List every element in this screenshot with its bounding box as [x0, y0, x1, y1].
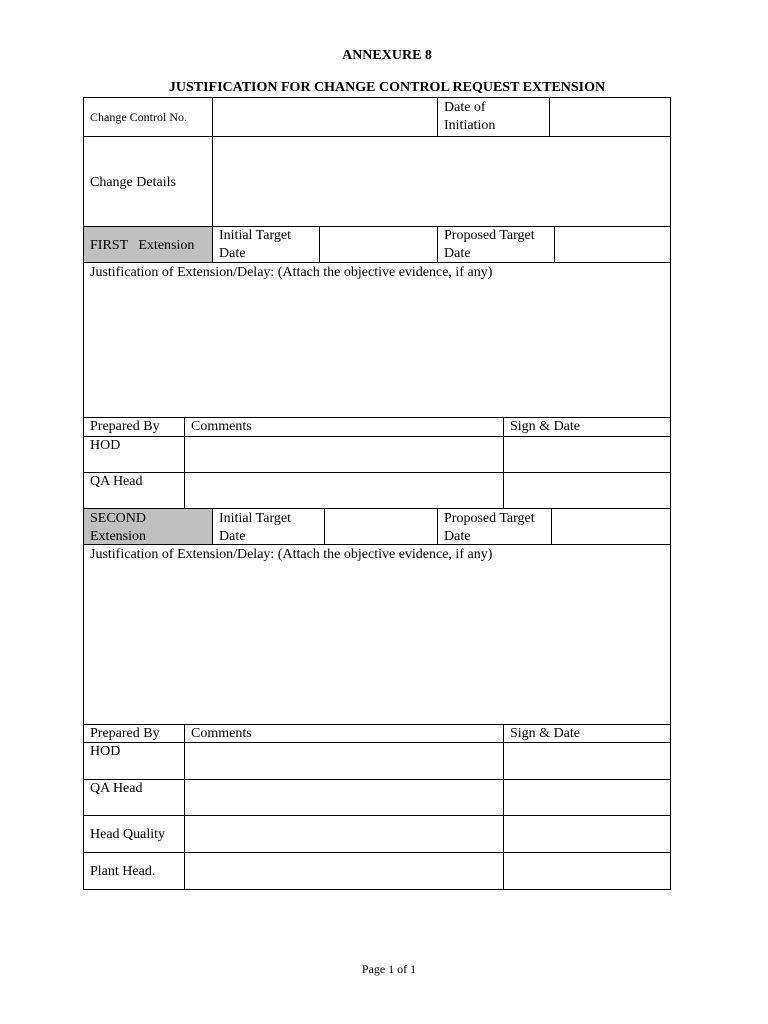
head-quality-sign-field[interactable]: [503, 815, 671, 853]
first-comments-header: [184, 417, 504, 437]
page-number: Page 1 of 1: [361, 962, 417, 976]
date-of-initiation-field[interactable]: [549, 97, 671, 137]
change-control-no-label-cell: [83, 97, 213, 137]
first-initial-target-line1: Initial Target: [219, 228, 291, 243]
first-justification-field[interactable]: [83, 262, 671, 418]
date-of-initiation-label-line1: Date of: [444, 100, 486, 115]
plant-head-comments-field[interactable]: [184, 852, 504, 890]
first-sign-date-label: Sign & Date: [510, 419, 580, 434]
second-proposed-target-label-cell: [437, 508, 552, 545]
second-comments-header: [184, 724, 504, 743]
first-proposed-target-label-cell: [437, 226, 555, 263]
plant-head-label-cell: [83, 852, 185, 890]
second-justification-label: Justification of Extension/Delay: (Attach the objective evidence, if any): [90, 547, 493, 562]
first-initial-target-field[interactable]: [319, 226, 438, 263]
first-proposed-target-field[interactable]: [554, 226, 671, 263]
first-qa-head-label: QA Head: [90, 474, 143, 489]
first-hod-label-cell: [83, 436, 185, 473]
second-prepared-by-label: Prepared By: [90, 726, 160, 741]
second-justification-field[interactable]: [83, 544, 671, 725]
first-sign-date-header: [503, 417, 671, 437]
second-proposed-target-line2: Date: [444, 529, 471, 544]
plant-head-sign-field[interactable]: [503, 852, 671, 890]
second-extension-label-line1: SECOND: [90, 511, 147, 526]
change-details-label: Change Details: [90, 175, 176, 190]
form-title: JUSTIFICATION FOR CHANGE CONTROL REQUEST EXTENSION: [168, 80, 606, 95]
second-hod-comments-field[interactable]: [184, 742, 504, 780]
change-control-no-field[interactable]: [212, 97, 438, 137]
change-details-label-cell: [83, 136, 213, 227]
second-sign-date-label: Sign & Date: [510, 726, 580, 741]
second-initial-target-label-cell: [212, 508, 325, 545]
second-qa-head-label-cell: [83, 779, 185, 816]
first-prepared-by-label: Prepared By: [90, 419, 160, 434]
second-hod-label: HOD: [90, 744, 121, 759]
second-hod-label-cell: [83, 742, 185, 780]
second-prepared-by-header: [83, 724, 185, 743]
head-quality-label-cell: [83, 815, 185, 853]
first-justification-label: Justification of Extension/Delay: (Attach the objective evidence, if any): [90, 265, 493, 280]
second-proposed-target-field[interactable]: [551, 508, 671, 545]
date-of-initiation-label-cell: [437, 97, 550, 137]
second-proposed-target-line1: Proposed Target: [444, 511, 535, 526]
first-extension-label-cell: [83, 226, 213, 263]
second-comments-label: Comments: [191, 726, 252, 741]
second-initial-target-line1: Initial Target: [219, 511, 291, 526]
first-qa-head-comments-field[interactable]: [184, 472, 504, 509]
second-extension-label-cell: [83, 508, 213, 545]
first-prepared-by-header: [83, 417, 185, 437]
first-hod-comments-field[interactable]: [184, 436, 504, 473]
second-extension-label-line2: Extension: [90, 529, 146, 544]
first-initial-target-line2: Date: [219, 246, 246, 261]
head-quality-comments-field[interactable]: [184, 815, 504, 853]
first-hod-label: HOD: [90, 438, 121, 453]
first-hod-sign-field[interactable]: [503, 436, 671, 473]
first-qa-head-label-cell: [83, 472, 185, 509]
second-qa-head-label: QA Head: [90, 781, 143, 796]
second-initial-target-field[interactable]: [324, 508, 438, 545]
change-control-no-label: Change Control No.: [90, 110, 187, 124]
date-of-initiation-label-line2: Initiation: [444, 118, 496, 133]
first-comments-label: Comments: [191, 419, 252, 434]
second-hod-sign-field[interactable]: [503, 742, 671, 780]
first-proposed-target-line1: Proposed Target: [444, 228, 535, 243]
second-initial-target-line2: Date: [219, 529, 246, 544]
second-sign-date-header: [503, 724, 671, 743]
first-proposed-target-line2: Date: [444, 246, 471, 261]
second-qa-head-sign-field[interactable]: [503, 779, 671, 816]
second-qa-head-comments-field[interactable]: [184, 779, 504, 816]
first-initial-target-label-cell: [212, 226, 320, 263]
change-details-field[interactable]: [212, 136, 671, 227]
plant-head-label: Plant Head.: [90, 864, 156, 879]
annexure-label: ANNEXURE 8: [342, 48, 432, 63]
first-qa-head-sign-field[interactable]: [503, 472, 671, 509]
head-quality-label: Head Quality: [90, 827, 166, 842]
first-extension-label: FIRST Extension: [90, 238, 195, 253]
